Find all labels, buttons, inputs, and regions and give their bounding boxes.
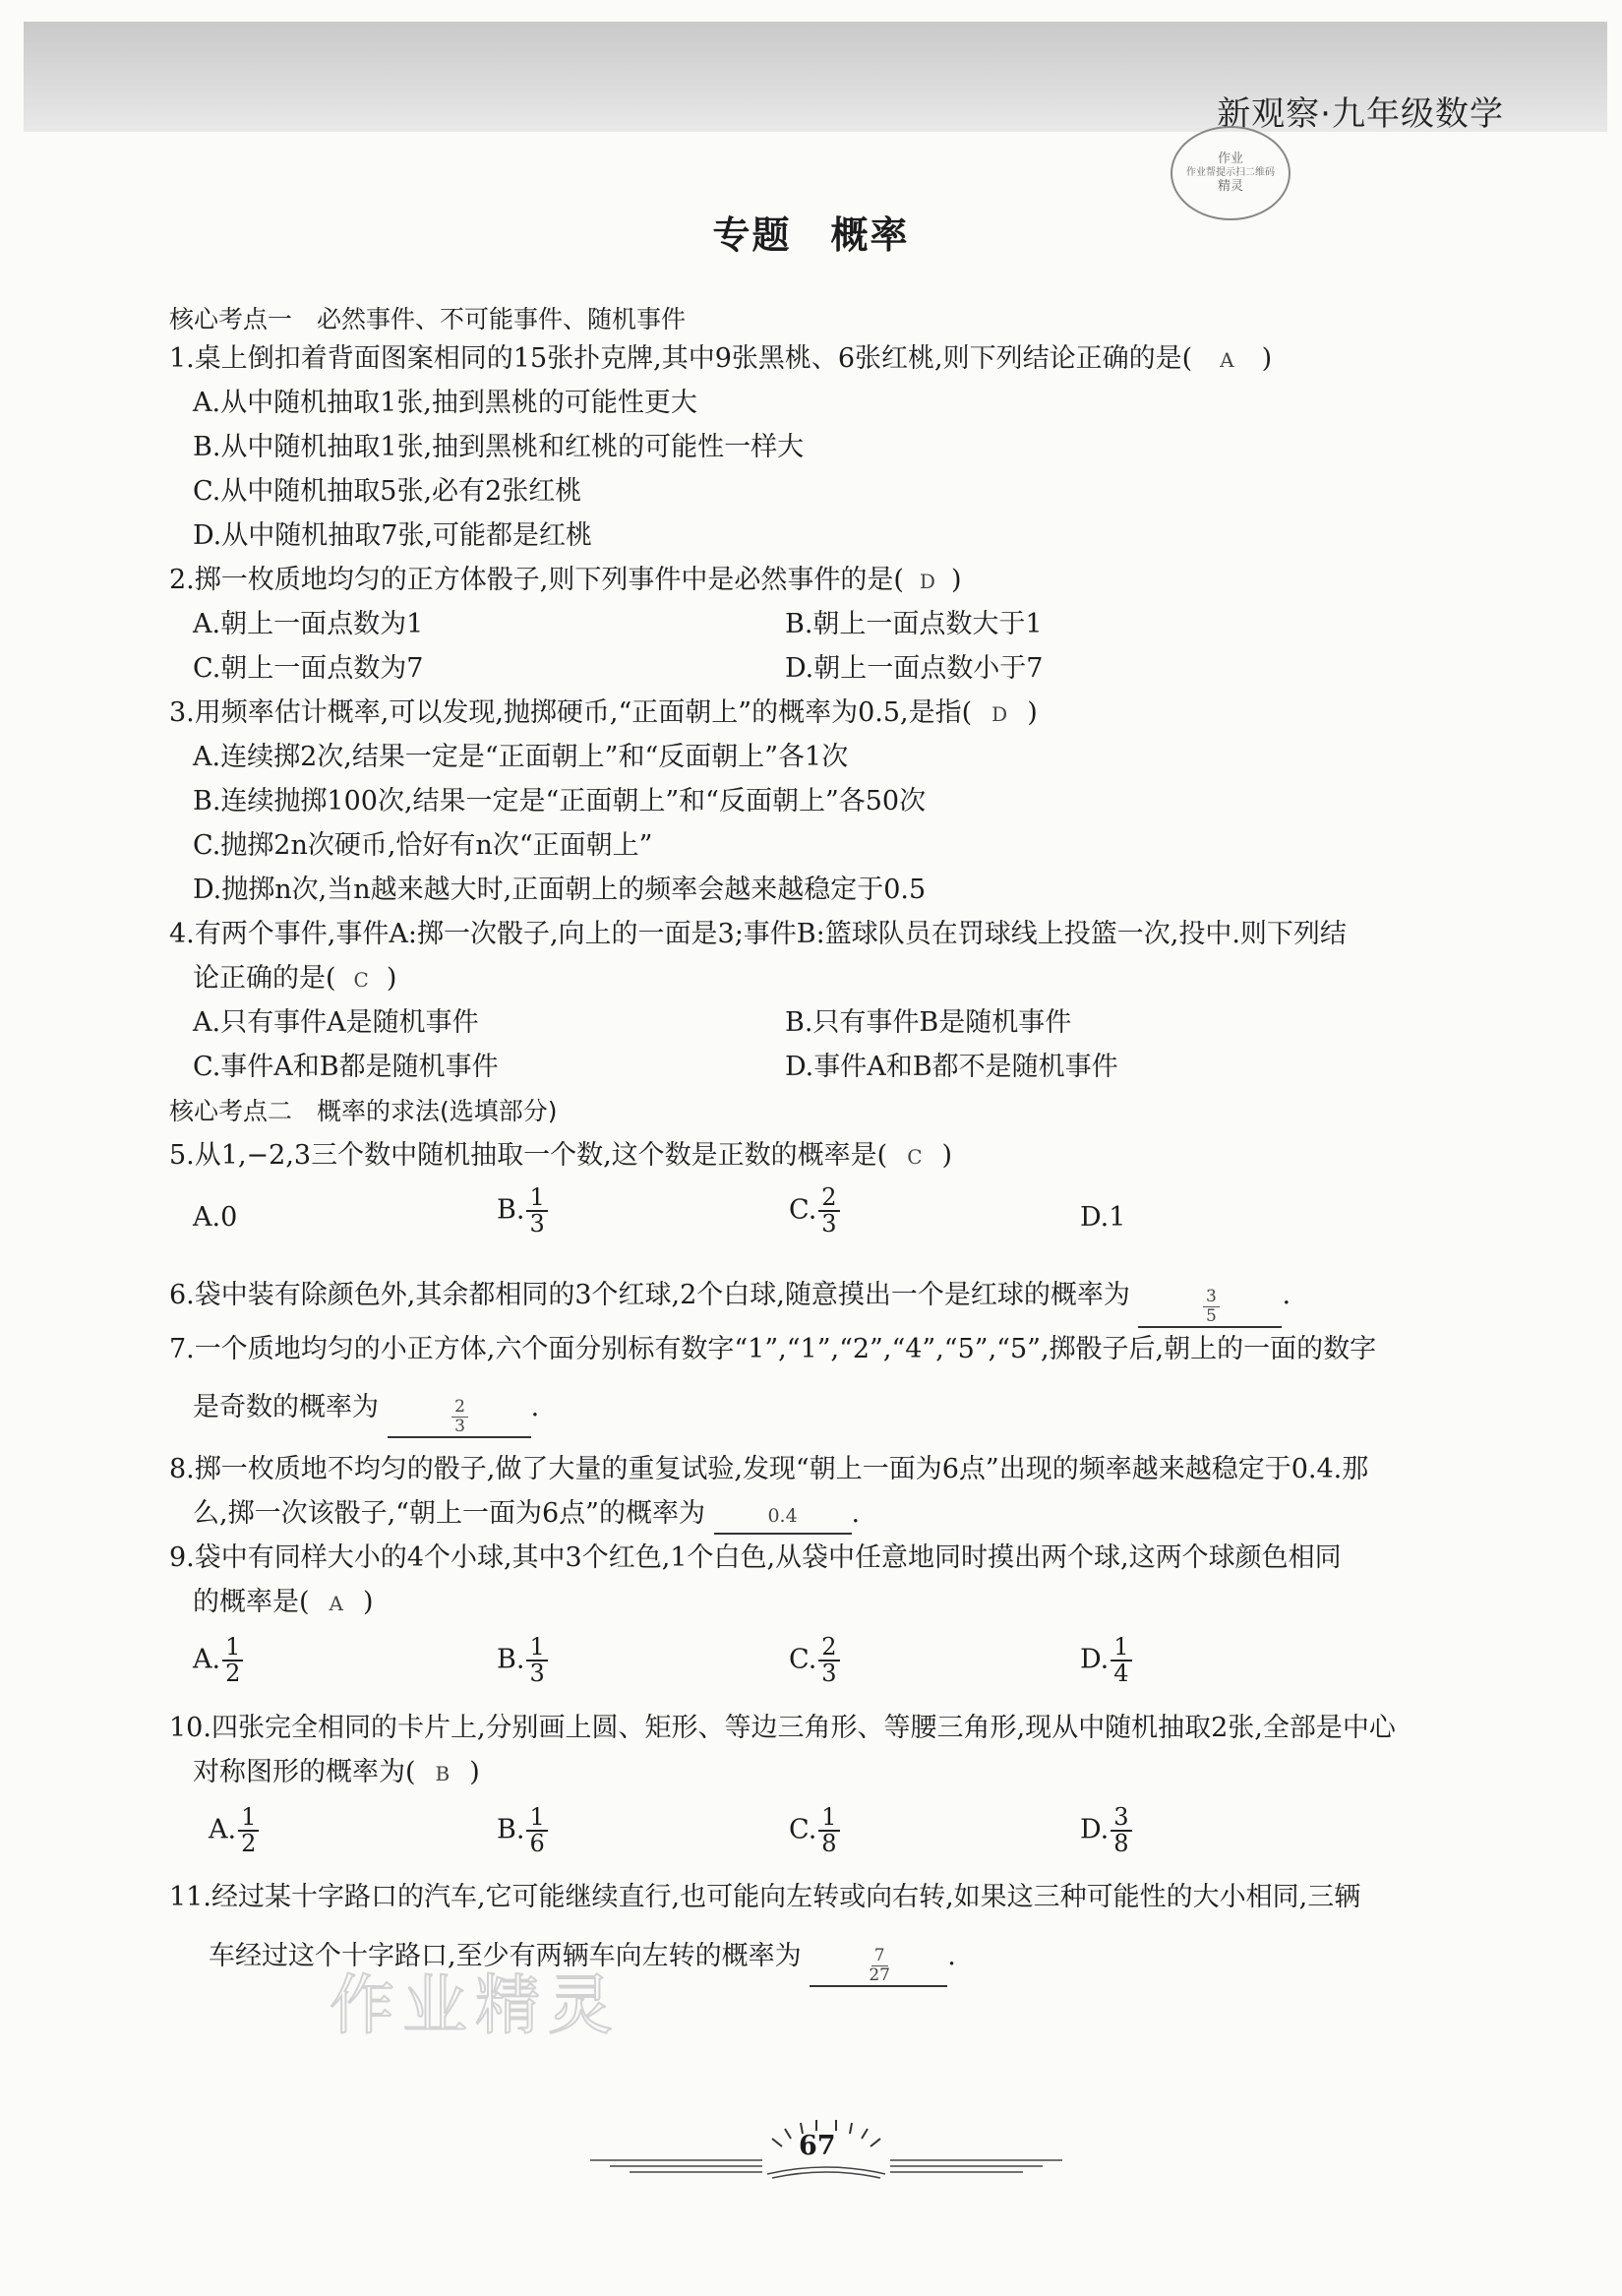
title-sub: 概率: [830, 213, 910, 257]
question-5: 5.从1,−2,3三个数中随机抽取一个数,这个数是正数的概率是( C ): [169, 1140, 953, 1171]
option: A.只有事件A是随机事件: [193, 1007, 479, 1038]
option: D.抛掷n次,当n越来越大时,正面朝上的频率会越来越稳定于0.5: [193, 875, 927, 905]
fraction: $\frac{1}{3}$: [526, 1185, 547, 1237]
section-heading-2: 核心考点二 概率的求法(选填部分): [169, 1097, 558, 1125]
option: B.连续抛掷100次,结果一定是“正面朝上”和“反面朝上”各50次: [193, 786, 927, 816]
question-stem: 的概率是(: [193, 1587, 310, 1617]
question-10: 10.四张完全相同的卡片上,分别画上圆、矩形、等边三角形、等腰三角形,现从中随机抽取2张,全部是中心: [169, 1713, 1396, 1743]
answer-text: A: [1220, 348, 1234, 372]
answer-text: C: [353, 968, 369, 992]
fraction: $\frac{1}{4}$: [1111, 1635, 1131, 1686]
answer-text: A: [329, 1592, 343, 1615]
option: A.朝上一面点数为1: [193, 609, 424, 639]
stamp-line: 作业帮提示扫二维码: [1186, 166, 1275, 178]
question-stem: 5.从1,−2,3三个数中随机抽取一个数,这个数是正数的概率是(: [169, 1140, 888, 1171]
question-8-cont: 么,掷一次该骰子,“朝上一面为6点”的概率为 0.4 .: [193, 1497, 860, 1535]
option-fraction: C. $\frac{2}{3}$: [789, 1635, 840, 1686]
option-fraction: C. $\frac{2}{3}$: [789, 1185, 840, 1237]
fraction: $\frac{3}{8}$: [1111, 1805, 1131, 1856]
fraction: $\frac{2}{3}$: [818, 1635, 839, 1686]
option-fraction: B. $\frac{1}{3}$: [497, 1185, 548, 1237]
question-stem: 是奇数的概率为: [193, 1392, 379, 1422]
question-11-cont: 车经过这个十字路口,至少有两辆车向左转的概率为 $\frac{7}{27}$ .: [209, 1941, 956, 1985]
book-title: 新观察·九年级数学: [1217, 94, 1504, 134]
question-4-cont: 论正确的是( C ): [193, 963, 397, 994]
answer-blank: 0.4: [714, 1499, 852, 1535]
question-stem: 论正确的是(: [193, 963, 336, 994]
answer-text: D: [991, 702, 1008, 726]
option-fraction: D. $\frac{3}{8}$: [1080, 1805, 1132, 1856]
option-fraction: B. $\frac{1}{3}$: [497, 1635, 548, 1686]
option-fraction: B. $\frac{1}{6}$: [497, 1805, 548, 1856]
page-number: 67: [799, 2131, 836, 2161]
option: D.事件A和B都不是随机事件: [785, 1052, 1118, 1082]
question-11: 11.经过某十字路口的汽车,它可能继续直行,也可能向左转或向右转,如果这三种可能性的大小相同,三辆: [169, 1882, 1361, 1912]
fraction: $\frac{1}{6}$: [526, 1805, 547, 1856]
answer-blank: [388, 1398, 531, 1438]
option: D.1: [1080, 1202, 1126, 1233]
option: A.从中随机抽取1张,抽到黑桃的可能性更大: [193, 388, 697, 418]
question-6: 6.袋中装有除颜色外,其余都相同的3个红球,2个白球,随意摸出一个是红球的概率为 $\frac{3}{5}$ .: [169, 1280, 1292, 1326]
answer-blank: [1138, 1288, 1282, 1328]
stamp-line: 作业: [1217, 151, 1243, 166]
question-stem: 3.用频率估计概率,可以发现,抛掷硬币,“正面朝上”的概率为0.5,是指(: [169, 697, 973, 728]
option: B.从中随机抽取1张,抽到黑桃和红桃的可能性一样大: [193, 432, 805, 462]
question-1: 1.桌上倒扣着背面图案相同的15张扑克牌,其中9张黑桃、6张红桃,则下列结论正确的是( A ): [169, 343, 1273, 374]
option: D.从中随机抽取7张,可能都是红桃: [193, 520, 593, 551]
fraction: $\frac{1}{2}$: [238, 1805, 259, 1856]
question-3: 3.用频率估计概率,可以发现,抛掷硬币,“正面朝上”的概率为0.5,是指( D ): [169, 697, 1038, 728]
fraction: $\frac{2}{3}$: [451, 1398, 468, 1436]
question-stem: 1.桌上倒扣着背面图案相同的15张扑克牌,其中9张黑桃、6张红桃,则下列结论正确的是(: [169, 343, 1193, 374]
question-9: 9.袋中有同样大小的4个小球,其中3个红色,1个白色,从袋中任意地同时摸出两个球,这两个球颜色相同: [169, 1542, 1342, 1573]
option-fraction: D. $\frac{1}{4}$: [1080, 1635, 1132, 1686]
question-9-cont: 的概率是( A ): [193, 1587, 374, 1617]
fraction: $\frac{1}{8}$: [818, 1805, 839, 1856]
option: C.从中随机抽取5张,必有2张红桃: [193, 476, 582, 507]
question-stem: 2.掷一枚质地均匀的正方体骰子,则下列事件中是必然事件的是(: [169, 565, 904, 595]
page-title: [0, 205, 1622, 259]
fraction: $\frac{2}{3}$: [818, 1185, 839, 1237]
watermark: 作业精灵: [330, 1967, 621, 2043]
option-fraction: A. $\frac{1}{2}$: [193, 1635, 243, 1686]
question-10-cont: 对称图形的概率为( B ): [193, 1757, 480, 1787]
option: D.朝上一面点数小于7: [785, 653, 1044, 684]
fraction: $\frac{3}{5}$: [1203, 1288, 1220, 1326]
option: B.朝上一面点数大于1: [785, 609, 1043, 639]
answer-blank: [810, 1947, 947, 1987]
fraction: $\frac{1}{3}$: [526, 1635, 547, 1686]
option: A.0: [193, 1202, 238, 1233]
title-main: 专题: [712, 213, 792, 257]
question-7: 7.一个质地均匀的小正方体,六个面分别标有数字“1”,“1”,“2”,“4”,“5”,“5”,掷骰子后,朝上的一面的数字: [169, 1334, 1377, 1364]
option: A.连续掷2次,结果一定是“正面朝上”和“反面朝上”各1次: [193, 742, 849, 772]
option-fraction: C. $\frac{1}{8}$: [789, 1805, 840, 1856]
section-heading-1: 核心考点一 必然事件、不可能事件、随机事件: [169, 305, 687, 333]
answer-text: B: [435, 1762, 451, 1785]
question-stem: 对称图形的概率为(: [193, 1757, 416, 1787]
option: B.只有事件B是随机事件: [785, 1007, 1072, 1038]
question-2: 2.掷一枚质地均匀的正方体骰子,则下列事件中是必然事件的是( D ): [169, 565, 962, 595]
option: C.事件A和B都是随机事件: [193, 1052, 499, 1082]
option: C.朝上一面点数为7: [193, 653, 424, 684]
stamp-line: 精灵: [1217, 179, 1243, 195]
fraction: $\frac{7}{27}$: [869, 1945, 890, 1985]
option: C.抛掷2n次硬币,恰好有n次“正面朝上”: [193, 830, 653, 861]
question-7-cont: 是奇数的概率为 $\frac{2}{3}$ .: [193, 1392, 540, 1436]
question-stem: 车经过这个十字路口,至少有两辆车向左转的概率为: [209, 1941, 802, 1971]
question-8: 8.掷一枚质地不均匀的骰子,做了大量的重复试验,发现“朝上一面为6点”出现的频率越来越稳定于0.4.那: [169, 1454, 1369, 1484]
answer-text: D: [919, 570, 935, 593]
question-stem: 6.袋中装有除颜色外,其余都相同的3个红球,2个白球,随意摸出一个是红球的概率为: [169, 1280, 1130, 1310]
question-4: 4.有两个事件,事件A:掷一次骰子,向上的一面是3;事件B:篮球队员在罚球线上投篮一次,投中.则下列结: [169, 919, 1347, 949]
fraction: $\frac{1}{2}$: [222, 1635, 243, 1686]
option-fraction: A. $\frac{1}{2}$: [209, 1805, 259, 1856]
question-stem: 么,掷一次该骰子,“朝上一面为6点”的概率为: [193, 1498, 705, 1529]
answer-text: C: [907, 1145, 923, 1169]
